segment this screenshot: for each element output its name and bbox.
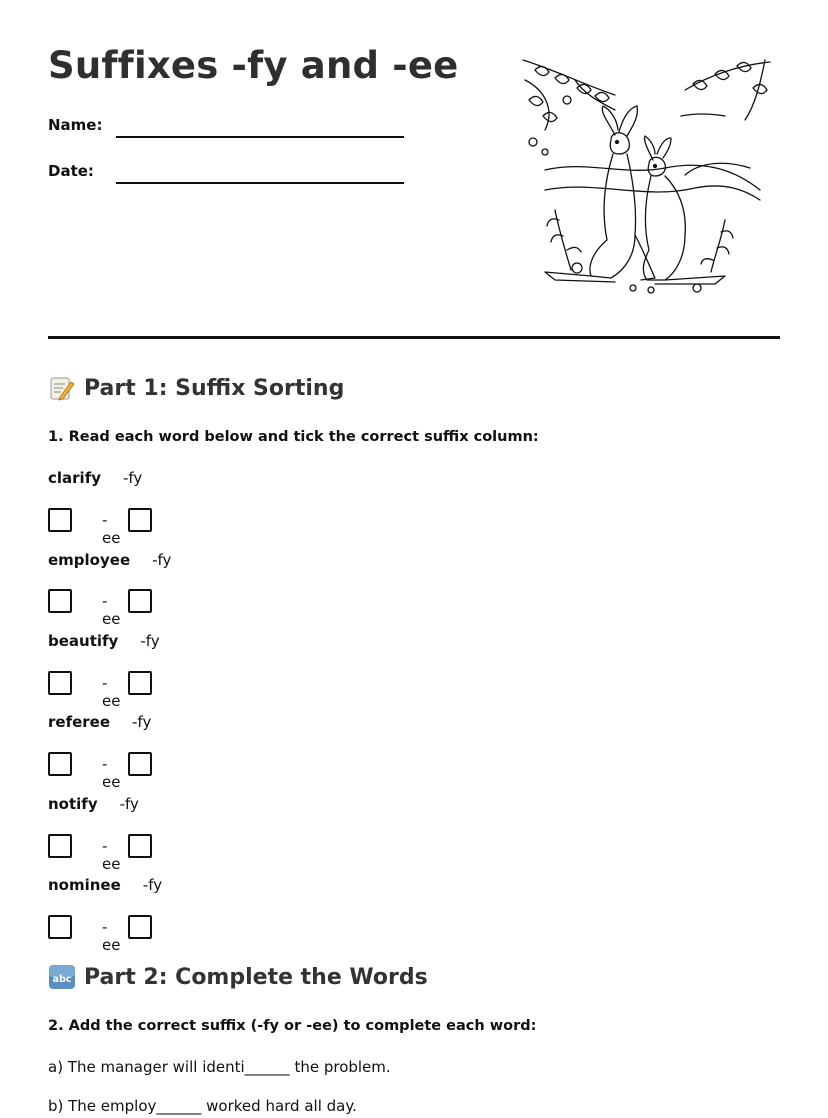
ee-checkbox[interactable]: [128, 834, 152, 858]
word-row-employee: [48, 551, 171, 569]
ee-checkbox[interactable]: [128, 589, 152, 613]
fy-checkbox[interactable]: [48, 752, 72, 776]
word: clarify: [48, 469, 101, 487]
ee-label: -ee: [102, 592, 121, 628]
worksheet-title: Suffixes -fy and -ee: [48, 44, 459, 87]
kangaroo-illustration: [515, 50, 775, 302]
name-line[interactable]: [116, 136, 404, 138]
date-line[interactable]: [116, 182, 404, 184]
fy-checkbox[interactable]: [48, 671, 72, 695]
fy-label: -fy: [140, 632, 160, 650]
ee-checkbox[interactable]: [128, 915, 152, 939]
abc-icon: [48, 963, 76, 991]
part1-heading-text: Part 1: Suffix Sorting: [84, 375, 345, 401]
word-row-nominee: [48, 876, 162, 894]
part1-heading: [48, 374, 344, 402]
part2-heading: [48, 963, 428, 991]
fy-checkbox[interactable]: [48, 589, 72, 613]
ee-label: -ee: [102, 755, 121, 791]
word: employee: [48, 551, 131, 569]
fy-checkbox[interactable]: [48, 834, 72, 858]
word: nominee: [48, 876, 121, 894]
ee-label: -ee: [102, 918, 121, 954]
sentence-a: a) The manager will identi______ the problem.: [48, 1058, 391, 1076]
fy-label: -fy: [123, 469, 143, 487]
memo-pencil-icon: [48, 374, 76, 402]
svg-text:abc: abc: [52, 974, 72, 985]
fy-label: -fy: [119, 795, 139, 813]
word: notify: [48, 795, 98, 813]
date-label: Date:: [48, 162, 94, 180]
section-divider: [48, 336, 780, 339]
fy-checkbox[interactable]: [48, 915, 72, 939]
word: referee: [48, 713, 111, 731]
ee-label: -ee: [102, 511, 121, 547]
part1-instruction: 1. Read each word below and tick the correct suffix column:: [48, 429, 539, 445]
ee-checkbox[interactable]: [128, 671, 152, 695]
ee-label: -ee: [102, 674, 121, 710]
sentence-b: b) The employ______ worked hard all day.: [48, 1097, 357, 1115]
fy-checkbox[interactable]: [48, 508, 72, 532]
ee-checkbox[interactable]: [128, 752, 152, 776]
word-row-referee: [48, 713, 151, 731]
word-row-clarify: [48, 469, 142, 487]
fy-label: -fy: [132, 713, 152, 731]
word-row-beautify: [48, 632, 160, 650]
part2-heading-text: Part 2: Complete the Words: [84, 964, 428, 990]
fy-label: -fy: [142, 876, 163, 894]
fy-label: -fy: [152, 551, 172, 569]
word-row-notify: [48, 795, 139, 813]
ee-label: -ee: [102, 837, 121, 873]
word: beautify: [48, 632, 119, 650]
part2-instruction: 2. Add the correct suffix (-fy or -ee) to complete each word:: [48, 1018, 537, 1034]
name-label: Name:: [48, 116, 103, 134]
ee-checkbox[interactable]: [128, 508, 152, 532]
